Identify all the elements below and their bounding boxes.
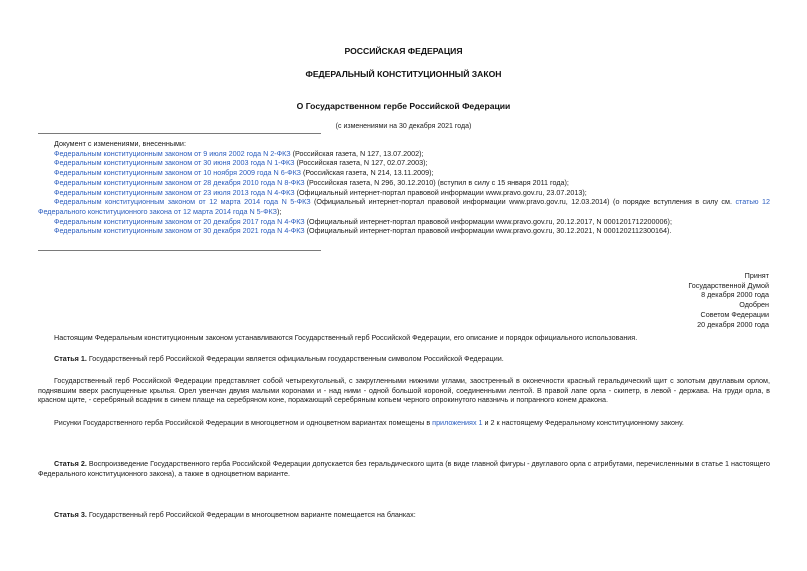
preamble: Настоящим Федеральным конституционным законом устанавливаются Государственный герб Российской Федерации, его описание и порядок официального использования. xyxy=(54,333,638,342)
approved-by: Советом Федерации xyxy=(700,309,769,319)
change-link[interactable]: Федеральным конституционным законом от 20 декабря 2017 года N 4-ФКЗ xyxy=(54,216,305,226)
change-link[interactable]: Федеральным конституционным законом от 9 июля 2002 года N 2-ФКЗ xyxy=(54,148,291,158)
change-item xyxy=(38,158,770,168)
law-type-heading: ФЕДЕРАЛЬНЫЙ КОНСТИТУЦИОННЫЙ ЗАКОН xyxy=(305,69,502,79)
change-source: (Российская газета, N 214, 13.11.2009); xyxy=(301,168,434,178)
change-link[interactable]: Федеральным конституционным законом от 12 марта 2014 года N 5-ФКЗ xyxy=(54,197,311,207)
approved-date: 20 декабря 2000 года xyxy=(697,319,769,329)
change-link[interactable]: Федеральным конституционным законом от 10 ноября 2009 года N 6-ФКЗ xyxy=(54,168,302,178)
article-1 xyxy=(38,354,770,364)
change-item xyxy=(38,217,770,227)
bottom-divider xyxy=(38,250,321,251)
change-source: (Российская газета, N 296, 30.12.2010) (вступил в силу с 15 января 2011 года); xyxy=(304,177,569,187)
change-item xyxy=(38,149,770,159)
change-link[interactable]: Федеральным конституционным законом от 30 декабря 2021 года N 4-ФКЗ xyxy=(54,226,305,236)
country-heading: РОССИЙСКАЯ ФЕДЕРАЦИЯ xyxy=(344,46,463,56)
article-1-text: Государственный герб Российской Федерации является официальным государственным символом Российской Федерации. xyxy=(86,354,504,363)
adoption-block xyxy=(569,271,769,329)
top-divider xyxy=(38,133,321,134)
change-source: (Официальный интернет-портал правовой информации www.pravo.gov.ru, 12.03.2014) (о порядке вступления в силу см. xyxy=(310,197,736,207)
article-1-label: Статья 1. xyxy=(54,354,87,363)
change-source: (Официальный интернет-портал правовой информации www.pravo.gov.ru, 30.12.2021, N 0001202112300164). xyxy=(304,226,672,236)
change-link[interactable]: Федеральным конституционным законом от 30 июня 2003 года N 1-ФКЗ xyxy=(54,158,295,168)
adopted-date: 8 декабря 2000 года xyxy=(701,290,769,300)
article-1-appendix-note: Рисунки Государственного герба Российской Федерации в многоцветном и одноцветном вариантах помещены в приложениях 1 и 2 к настоящему Федеральному конституционному закону. xyxy=(54,418,684,427)
change-source: (Российская газета, N 127, 02.07.2003); xyxy=(294,158,428,168)
appendix-link[interactable]: приложениях 1 xyxy=(432,418,483,427)
change-item xyxy=(38,226,770,236)
change-item xyxy=(38,197,770,216)
change-source: (Российская газета, N 127, 13.07.2002); xyxy=(290,148,424,158)
article-12-link[interactable]: статью 12 Федерального конституционного закона от 12 марта 2014 года N 5-ФКЗ xyxy=(38,197,770,217)
article-3-text: Государственный герб Российской Федерации в многоцветном варианте помещается на бланках: xyxy=(86,510,416,519)
article-3-label: Статья 3. xyxy=(54,510,87,519)
change-item xyxy=(38,188,770,198)
change-source: (Официальный интернет-портал правовой информации www.pravo.gov.ru, 20.12.2017, N 0001201712200006); xyxy=(304,216,672,226)
adopted-by: Государственной Думой xyxy=(688,280,769,290)
changes-list xyxy=(38,139,770,236)
change-item xyxy=(38,168,770,178)
article-3 xyxy=(38,510,770,520)
approved-label: Одобрен xyxy=(739,300,769,310)
change-source: (Официальный интернет-портал правовой информации www.pravo.gov.ru, 23.07.2013); xyxy=(294,187,587,197)
change-link[interactable]: Федеральным конституционным законом от 23 июля 2013 года N 4-ФКЗ xyxy=(54,187,295,197)
law-title: О Государственном гербе Российской Федерации xyxy=(296,101,511,111)
article-2 xyxy=(38,459,770,478)
article-1-description: Государственный герб Российской Федерации представляет собой четырехугольный, с закругленными нижними углами, заостренный в оконечности красный геральдический щит с золотым двуглавым орлом, поднявшим вверх распущенные крылья. Орел увенчан двумя малыми коронами и - над ними - одной большой короной, соединенными лентой. В правой лапе орла - скипетр, в левой - держава. На груди орла, в красном щите, - серебряный всадник в синем плаще на серебряном коне, поражающий серебряным копьем черного опрокинутого навзничь и попранного конем дракона. xyxy=(38,376,770,405)
article-2-text: Воспроизведение Государственного герба Российской Федерации допускается без геральдического щита (в виде главной фигуры - двуглавого орла с атрибутами, перечисленными в статье 1 настоящего Федерального конституционного закона), а также в одноцветном варианте. xyxy=(38,459,770,478)
revision-note: (с изменениями на 30 декабря 2021 года) xyxy=(335,123,472,130)
changes-intro: Документ с изменениями, внесенными: xyxy=(54,139,186,148)
change-link[interactable]: Федеральным конституционным законом от 28 декабря 2010 года N 8-ФКЗ xyxy=(54,177,305,187)
change-item xyxy=(38,178,770,188)
change-source-tail: ); xyxy=(276,207,282,217)
adopted-label: Принят xyxy=(744,271,769,280)
article-2-label: Статья 2. xyxy=(54,459,87,468)
